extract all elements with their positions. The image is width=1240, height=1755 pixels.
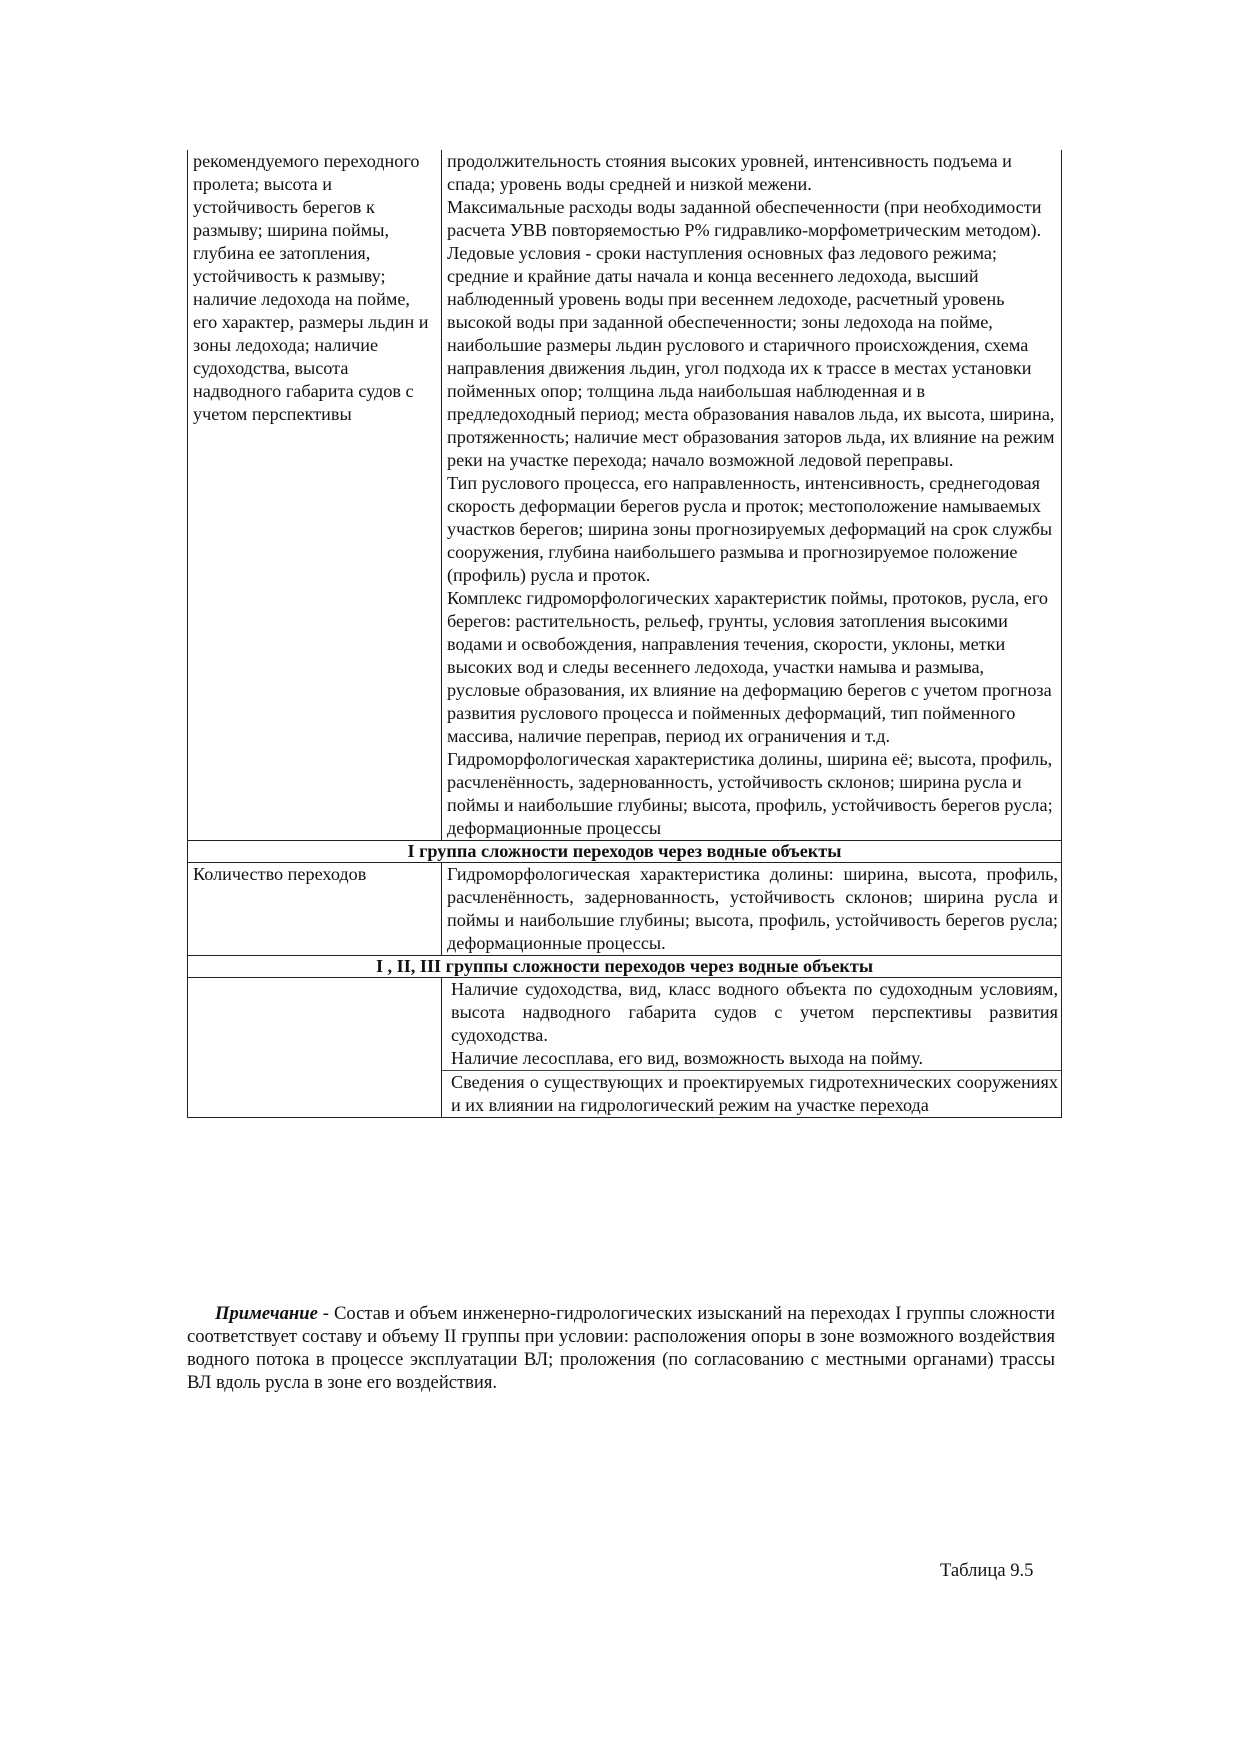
cell-paragraph: Наличие лесосплава, его вид, возможность выхода на пойму. <box>451 1048 923 1068</box>
table-cell-right <box>442 150 1062 841</box>
cell-paragraph: Сведения о существующих и проектируемых гидротехнических сооружениях и их влиянии на гидрологический режим на участке перехода <box>451 1072 1058 1115</box>
cell-block <box>442 978 1061 1070</box>
table-cell-right <box>442 863 1062 956</box>
cell-text: Гидроморфологическая характеристика долины: ширина, высота, профиль, расчленённость, задернованность, устойчивость склонов; ширина русла и поймы и наибольшие глубины; высота, профиль, устойчивость берегов русла; деформационные процессы. <box>447 864 1058 953</box>
table-row <box>188 863 1062 956</box>
group-header-row <box>188 841 1062 863</box>
cell-paragraph: Наличие судоходства, вид, класс водного объекта по судоходным условиям, высота надводного габарита судов с учетом перспективы развития судоходства. <box>451 979 1058 1045</box>
cell-paragraph: продолжительность стояния высоких уровней, интенсивность подъема и спада; уровень воды средней и низкой межени. <box>447 151 1012 194</box>
cell-paragraph: Тип руслового процесса, его направленность, интенсивность, среднегодовая скорость деформации берегов русла и проток; местоположение намываемых участков берегов; ширина зоны прогнозируемых деформаций на срок службы сооружения, глубина наибольшего размыва и прогнозируемое положение (профиль) русла и проток. <box>447 473 1053 585</box>
cell-block <box>442 1070 1061 1117</box>
note-paragraph <box>187 1302 1055 1394</box>
table-cell-left <box>188 150 442 841</box>
document-page <box>187 150 1062 1118</box>
cell-text: рекомендуемого переходного пролета; высота и устойчивость берегов к размыву; ширина поймы, глубина ее затопления, устойчивость к размыву; наличие ледохода на пойме, его характер, размеры льдин и зоны ледохода; наличие судоходства, высота надводного габарита судов с учетом перспективы <box>193 151 429 424</box>
note-label: Примечание <box>215 1302 318 1324</box>
requirements-table <box>187 150 1062 1118</box>
group-header: I группа сложности переходов через водные объекты <box>188 841 1062 863</box>
table-row <box>188 978 1062 1118</box>
table-cell-left <box>188 863 442 956</box>
cell-text: Количество переходов <box>193 864 367 884</box>
note-text: - Состав и объем инженерно-гидрологических изысканий на переходах I группы сложности соответствует составу и объему II группы при условии: расположения опоры в зоне возможного воздействия водного потока в процессе эксплуатации ВЛ; проложения (по согласованию с местными органами) трассы ВЛ вдоль русла в зоне его воздействия. <box>187 1302 1055 1393</box>
table-row <box>188 150 1062 841</box>
table-cell-left <box>188 978 442 1118</box>
cell-paragraph: Ледовые условия - сроки наступления основных фаз ледового режима; средние и крайние даты начала и конца весеннего ледохода, высший наблюденный уровень воды при весеннем ледоходе, расчетный уровень высокой воды при заданной обеспеченности; зоны ледохода на пойме, наибольшие размеры льдин руслового и старичного происхождения, схема направления движения льдин, угол подхода их к трассе в местах установки пойменных опор; толщина льда наибольшая наблюденная и в предледоходный период; места образования навалов льда, их высота, ширина, протяженность; наличие мест образования заторов льда, их влияние на режим реки на участке перехода; начало возможной ледовой переправы. <box>447 243 1055 470</box>
cell-paragraph: Комплекс гидроморфологических характеристик поймы, протоков, русла, его берегов: растительность, рельеф, грунты, условия затопления высокими водами и освобождения, направления течения, скорости, уклоны, метки высоких вод и следы весеннего ледохода, участки намыва и размыва, русловые образования, их влияние на деформацию берегов с учетом прогноза развития руслового процесса и пойменных деформаций, тип пойменного массива, наличие переправ, период их ограничения и т.д. Гидроморфологическая характеристика долины, ширина её; высота, профиль, расчленённость, задернованность, устойчивость склонов; ширина русла и поймы и наибольшие глубины; высота, профиль, устойчивость берегов русла; деформационные процессы <box>447 588 1053 838</box>
group-header: I , II, III группы сложности переходов через водные объекты <box>188 956 1062 978</box>
group-header-row <box>188 956 1062 978</box>
table-cell-right <box>442 978 1062 1118</box>
cell-paragraph: Максимальные расходы воды заданной обеспеченности (при необходимости расчета УВВ повторяемостью Р% гидравлико-морфометрическим методом). <box>447 197 1042 240</box>
table-caption: Таблица 9.5 <box>940 1560 1034 1581</box>
